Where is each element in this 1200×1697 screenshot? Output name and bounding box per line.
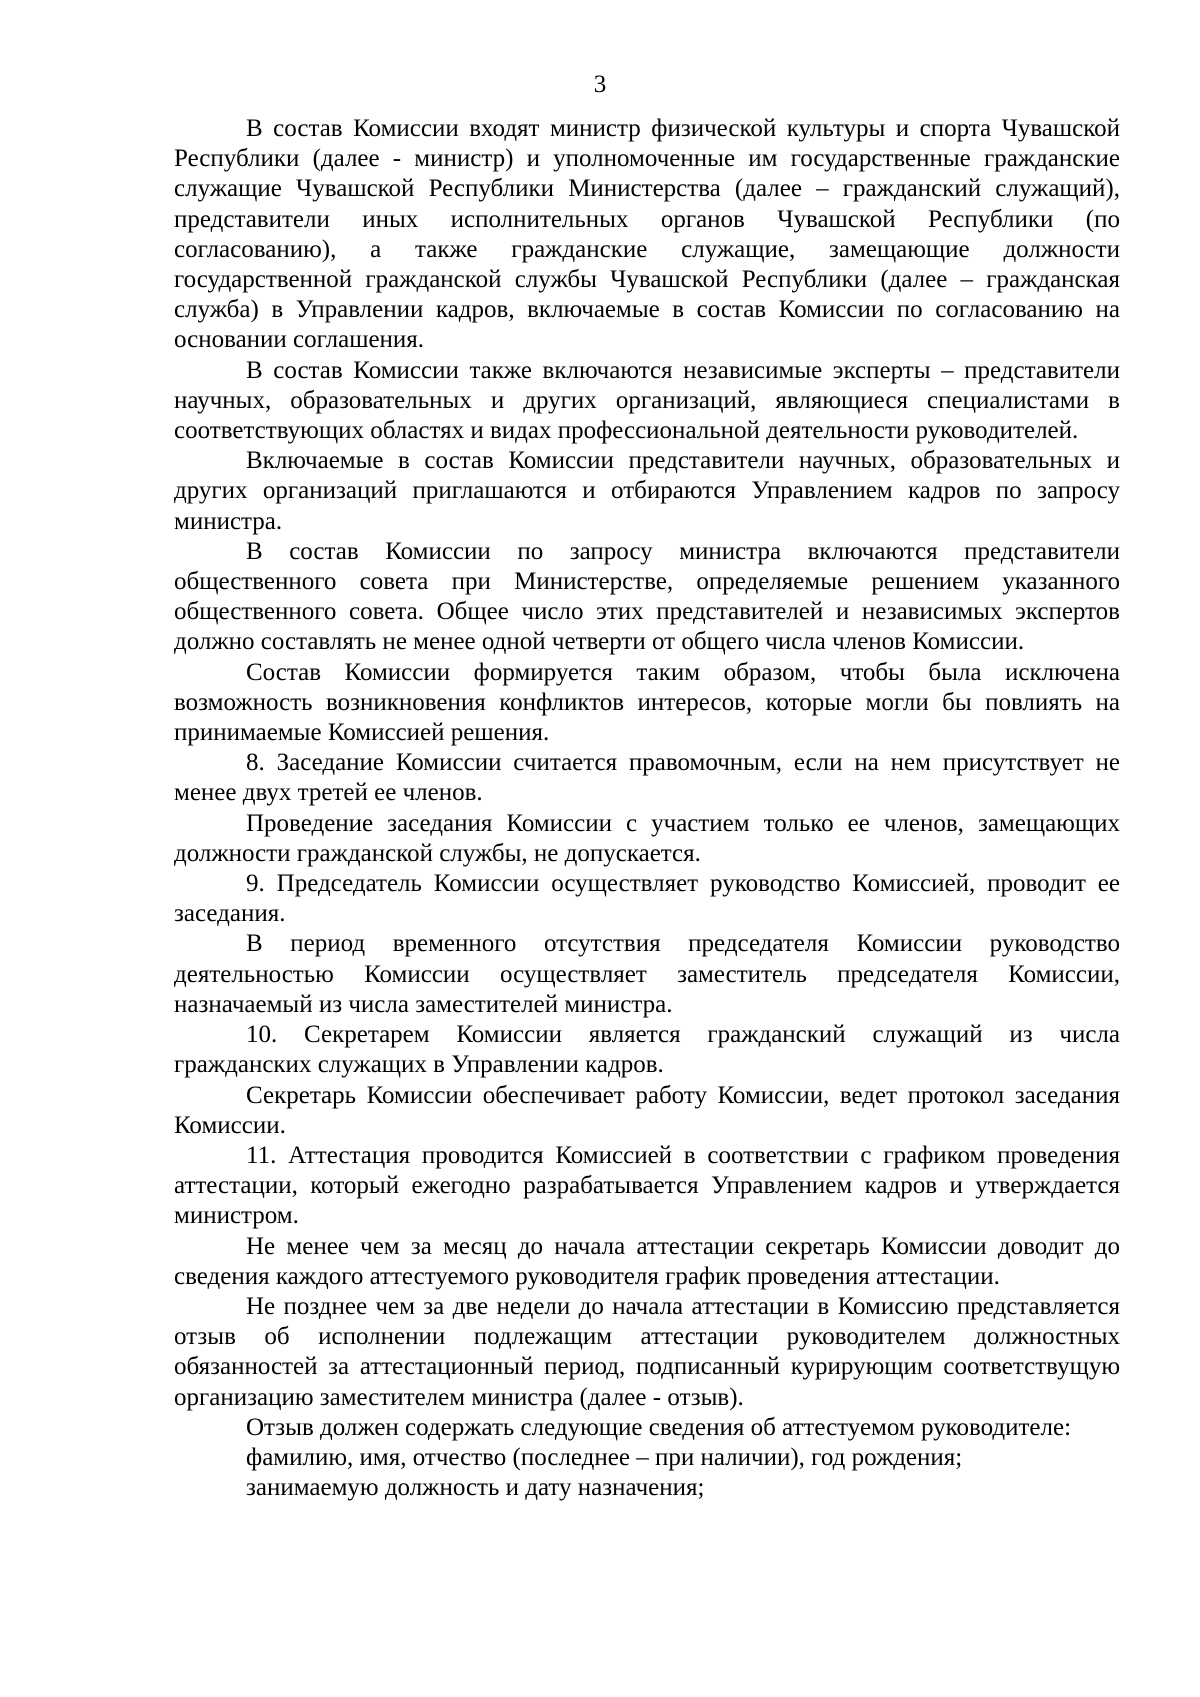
paragraph: В состав Комиссии по запросу министра включаются представители общественного совета при Министерстве, определяемые решением указанного общественного совета. Общее число этих представителей и независимых экспертов должно составлять не менее одной четверти от общего числа членов Комиссии.	[174, 537, 1120, 656]
paragraph: Секретарь Комиссии обеспечивает работу Комиссии, ведет протокол заседания Комиссии.	[174, 1081, 1120, 1139]
paragraph: 10. Секретарем Комиссии является гражданский служащий из числа гражданских служащих в Управлении кадров.	[174, 1021, 1120, 1079]
paragraph: Состав Комиссии формируется таким образом, чтобы была исключена возможность возникновения конфликтов интересов, которые могли бы повлиять на принимаемые Комиссией решения.	[174, 658, 1120, 747]
paragraph: занимаемую должность и дату назначения;	[246, 1474, 705, 1502]
paragraph: 11. Аттестация проводится Комиссией в соответствии с графиком проведения аттестации, который ежегодно разрабатывается Управлением кадров и утверждается министром.	[174, 1141, 1120, 1230]
paragraph: Включаемые в состав Комиссии представители научных, образовательных и других организаций приглашаются и отбираются Управлением кадров по запросу министра.	[174, 447, 1120, 535]
paragraph: фамилию, имя, отчество (последнее – при наличии), год рождения;	[246, 1443, 963, 1471]
paragraph: Не позднее чем за две недели до начала аттестации в Комиссию представляется отзыв об исполнении подлежащим аттестации руководителем должностных обязанностей за аттестационный период, подписанный курирующим соответствущую организацию заместителем министра (далее - отзыв).	[174, 1292, 1120, 1411]
paragraph: Отзыв должен содержать следующие сведения об аттестуемом руководителе:	[246, 1413, 1072, 1441]
page-number: 3	[593, 71, 607, 98]
document-body	[174, 114, 1120, 1503]
paragraph: В период временного отсутствия председателя Комиссии руководство деятельностью Комиссии осуществляет заместитель председателя Комиссии, назначаемый из числа заместителей министра.	[174, 930, 1120, 1018]
paragraph: В состав Комиссии также включаются независимые эксперты – представители научных, образовательных и других организаций, являющиеся специалистами в соответствующих областях и видах профессиональной деятельности руководителей.	[174, 356, 1120, 445]
paragraph: 9. Председатель Комиссии осуществляет руководство Комиссией, проводит ее заседания.	[174, 870, 1120, 928]
paragraph: В состав Комиссии входят министр физической культуры и спорта Чувашской Республики (далее - министр) и уполномоченные им государственные гражданские служащие Чувашской Республики Министерства (далее – гражданский служащий), представители иных исполнительных органов Чувашской Республики (по согласованию), а также гражданские служащие, замещающие должности государственной гражданской службы Чувашской Республики (далее – гражданская служба) в Управлении кадров, включаемые в состав Комиссии по согласованию на основании соглашения.	[174, 115, 1120, 354]
paragraph: 8. Заседание Комиссии считается правомочным, если на нем присутствует не менее двух третей ее членов.	[174, 749, 1120, 807]
paragraph: Не менее чем за месяц до начала аттестации секретарь Комиссии доводит до сведения каждого аттестуемого руководителя график проведения аттестации.	[174, 1232, 1120, 1290]
paragraph: Проведение заседания Комиссии с участием только ее членов, замещающих должности гражданской службы, не допускается.	[174, 809, 1120, 867]
